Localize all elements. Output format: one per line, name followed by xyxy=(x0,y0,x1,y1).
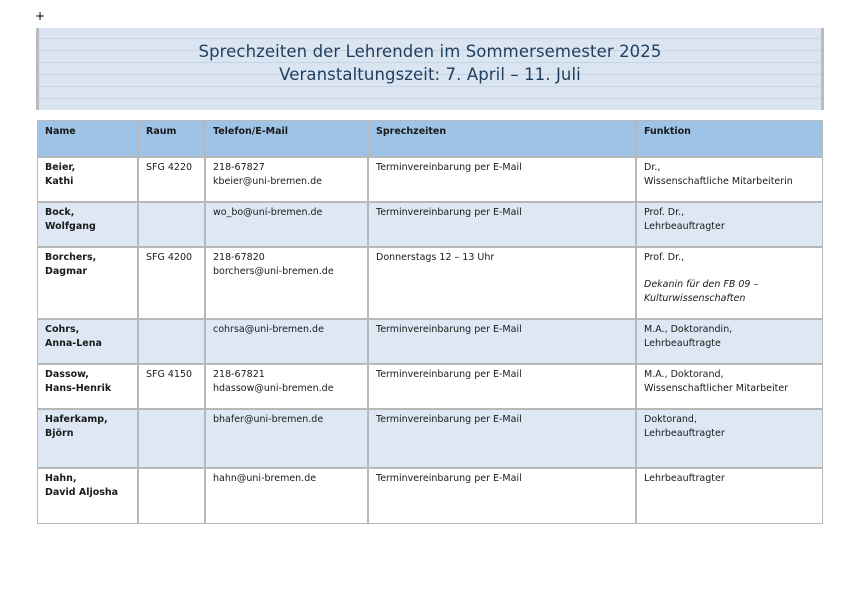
cell-name xyxy=(37,319,138,364)
name-first: Wolfgang xyxy=(45,220,96,232)
phone-number: 218-67821 xyxy=(213,369,265,380)
cell-raum xyxy=(138,468,205,524)
cell-raum: SFG 4220 xyxy=(138,157,205,202)
cell-sprechzeiten: Terminvereinbarung per E-Mail xyxy=(368,409,636,468)
name-last: Borchers, xyxy=(45,252,97,263)
email-address[interactable]: kbeier@uni-bremen.de xyxy=(213,175,322,187)
cell-kontakt xyxy=(205,157,368,202)
cell-kontakt xyxy=(205,202,368,247)
cell-name xyxy=(37,409,138,468)
funktion-line: Wissenschaftliche Mitarbeiterin xyxy=(644,175,793,187)
table-row xyxy=(37,247,823,319)
column-header-name: Name xyxy=(37,120,138,157)
table-row xyxy=(37,364,823,409)
cell-sprechzeiten: Terminvereinbarung per E-Mail xyxy=(368,319,636,364)
email-address[interactable]: bhafer@uni-bremen.de xyxy=(213,414,324,425)
name-last: Cohrs, xyxy=(45,324,80,335)
name-last: Beier, xyxy=(45,162,76,173)
table-header-row xyxy=(37,120,823,157)
funktion-line: Doktorand, xyxy=(644,414,697,425)
cell-raum xyxy=(138,409,205,468)
funktion-line: Lehrbeauftragter xyxy=(644,220,725,232)
email-address[interactable]: wo_bo@uni-bremen.de xyxy=(213,207,323,218)
cell-funktion xyxy=(636,468,823,524)
cell-kontakt xyxy=(205,247,368,319)
cell-raum xyxy=(138,319,205,364)
office-hours-table xyxy=(37,120,823,524)
cell-sprechzeiten: Donnerstags 12 – 13 Uhr xyxy=(368,247,636,319)
cell-sprechzeiten: Terminvereinbarung per E-Mail xyxy=(368,157,636,202)
funktion-line: Lehrbeauftragte xyxy=(644,337,721,349)
name-first: Hans-Henrik xyxy=(45,382,112,394)
cell-raum: SFG 4200 xyxy=(138,247,205,319)
funktion-line: Kulturwissenschaften xyxy=(644,292,746,304)
name-first: David Aljosha xyxy=(45,486,119,498)
email-address[interactable]: borchers@uni-bremen.de xyxy=(213,265,334,277)
table-row xyxy=(37,202,823,247)
column-header-raum: Raum xyxy=(138,120,205,157)
funktion-line: Dekanin für den FB 09 – xyxy=(644,279,759,290)
cell-name xyxy=(37,202,138,247)
name-last: Hahn, xyxy=(45,473,77,484)
cell-funktion xyxy=(636,247,823,319)
cell-funktion xyxy=(636,319,823,364)
funktion-line: Prof. Dr., xyxy=(644,252,685,263)
insertion-marker: + xyxy=(35,9,46,23)
phone-number: 218-67827 xyxy=(213,162,265,173)
name-last: Haferkamp, xyxy=(45,414,108,425)
funktion-spacer xyxy=(644,265,816,279)
funktion-line: Prof. Dr., xyxy=(644,207,685,218)
funktion-line: Dr., xyxy=(644,162,661,173)
funktion-line: M.A., Doktorand, xyxy=(644,369,724,380)
table-row xyxy=(37,468,823,524)
column-header-funktion: Funktion xyxy=(636,120,823,157)
page-title: Sprechzeiten der Lehrenden im Sommersemester 2025 xyxy=(198,42,662,61)
name-last: Dassow, xyxy=(45,369,89,380)
funktion-line: Wissenschaftlicher Mitarbeiter xyxy=(644,382,789,394)
cell-sprechzeiten: Terminvereinbarung per E-Mail xyxy=(368,202,636,247)
phone-number: 218-67820 xyxy=(213,252,265,263)
email-address[interactable]: hahn@uni-bremen.de xyxy=(213,473,317,484)
cell-name xyxy=(37,468,138,524)
funktion-line: Lehrbeauftragter xyxy=(644,473,725,484)
cell-sprechzeiten: Terminvereinbarung per E-Mail xyxy=(368,364,636,409)
cell-kontakt xyxy=(205,409,368,468)
table-row xyxy=(37,157,823,202)
email-address[interactable]: hdassow@uni-bremen.de xyxy=(213,382,334,394)
cell-funktion xyxy=(636,364,823,409)
cell-funktion xyxy=(636,202,823,247)
column-header-sprechzeiten: Sprechzeiten xyxy=(368,120,636,157)
cell-kontakt xyxy=(205,364,368,409)
page-subtitle: Veranstaltungszeit: 7. April – 11. Juli xyxy=(279,65,581,84)
name-first: Anna-Lena xyxy=(45,337,102,349)
title-banner xyxy=(36,28,824,110)
name-first: Björn xyxy=(45,427,74,439)
cell-funktion xyxy=(636,409,823,468)
cell-kontakt xyxy=(205,319,368,364)
cell-name xyxy=(37,157,138,202)
name-last: Bock, xyxy=(45,207,75,218)
name-first: Dagmar xyxy=(45,265,88,277)
table-row xyxy=(37,409,823,468)
cell-raum xyxy=(138,202,205,247)
cell-name xyxy=(37,247,138,319)
name-first: Kathi xyxy=(45,175,74,187)
cell-name xyxy=(37,364,138,409)
column-header-kontakt: Telefon/E-Mail xyxy=(205,120,368,157)
cell-sprechzeiten: Terminvereinbarung per E-Mail xyxy=(368,468,636,524)
email-address[interactable]: cohrsa@uni-bremen.de xyxy=(213,324,324,335)
cell-raum: SFG 4150 xyxy=(138,364,205,409)
funktion-line: M.A., Doktorandin, xyxy=(644,324,733,335)
funktion-line: Lehrbeauftragter xyxy=(644,427,725,439)
cell-kontakt xyxy=(205,468,368,524)
cell-funktion xyxy=(636,157,823,202)
table-row xyxy=(37,319,823,364)
